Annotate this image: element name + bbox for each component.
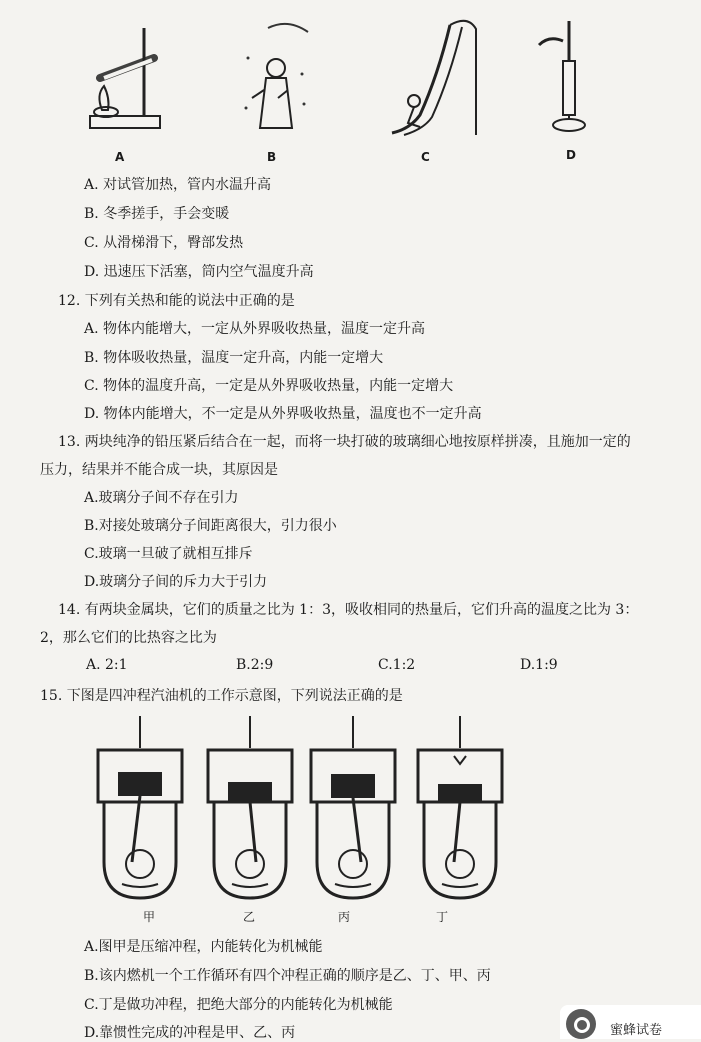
engine-label-yi: 乙 [243,910,256,924]
figure-c-slide [380,15,490,140]
q12-option-b: B. 物体吸收热量，温度一定升高，内能一定增大 [84,350,384,366]
figure-label-b: B [267,150,277,164]
app-logo-icon [566,1009,596,1039]
q14-option-b: B.2:9 [236,657,274,673]
q14-option-d: D.1:9 [520,657,558,673]
q13-option-b: B.对接处玻璃分子间距离很大，引力很小 [84,518,337,534]
q13-option-d: D.玻璃分子间的斥力大于引力 [84,574,268,590]
q15-option-d: D.靠惯性完成的冲程是甲、乙、丙 [84,1025,296,1041]
q11-option-b: B. 冬季搓手，手会变暖 [84,206,230,222]
q14-stem-line2: 2，那么它们的比热容之比为 [40,630,217,646]
q11-option-a: A. 对试管加热，管内水温升高 [84,177,272,193]
app-watermark [560,1005,701,1039]
q15-option-b: B.该内燃机一个工作循环有四个冲程正确的顺序是乙、丁、甲、丙 [84,968,491,984]
engine-diagram-bing [303,712,403,902]
q13-stem-line2: 压力，结果并不能合成一块，其原因是 [40,462,278,478]
q15-option-c: C.丁是做功冲程，把绝大部分的内能转化为机械能 [84,997,393,1013]
engine-label-ding: 丁 [436,910,449,924]
q12-option-a: A. 物体内能增大，一定从外界吸收热量，温度一定升高 [84,321,426,337]
figure-label-a: A [115,150,125,164]
q12-option-c: C. 物体的温度升高，一定是从外界吸收热量，内能一定增大 [84,378,454,394]
q13-option-c: C.玻璃一旦破了就相互排斥 [84,546,253,562]
engine-label-jia: 甲 [143,910,156,924]
q13-option-a: A.玻璃分子间不存在引力 [84,490,239,506]
q12-stem: 12. 下列有关热和能的说法中正确的是 [58,293,295,309]
q11-option-d: D. 迅速压下活塞，筒内空气温度升高 [84,264,314,280]
engine-diagram-ding [410,712,510,902]
q15-option-a: A.图甲是压缩冲程，内能转化为机械能 [84,939,323,955]
figure-a-test-tube-heating [82,20,172,140]
figure-label-d: D [566,148,576,162]
figure-label-c: C [421,150,430,164]
engine-diagram-jia [90,712,190,902]
figure-d-fire-syringe [535,15,605,140]
q13-stem-line1: 13. 两块纯净的铅压紧后结合在一起，而将一块打破的玻璃细心地按原样拼凑，且施加一定的 [58,434,631,450]
q15-stem: 15. 下图是四冲程汽油机的工作示意图，下列说法正确的是 [40,688,403,704]
q14-option-c: C.1:2 [378,657,416,673]
q14-stem-line1: 14. 有两块金属块，它们的质量之比为 1：3，吸收相同的热量后，它们升高的温度之比为 3： [58,602,639,618]
engine-label-bing: 丙 [338,910,351,924]
q12-option-d: D. 物体内能增大，不一定是从外界吸收热量，温度也不一定升高 [84,406,482,422]
q11-option-c: C. 从滑梯滑下，臀部发热 [84,235,244,251]
q14-option-a: A. 2:1 [86,657,128,673]
engine-diagram-yi [200,712,300,902]
watermark-text: 蜜蜂试卷 [610,1023,663,1038]
figure-b-rubbing-hands [238,18,318,143]
